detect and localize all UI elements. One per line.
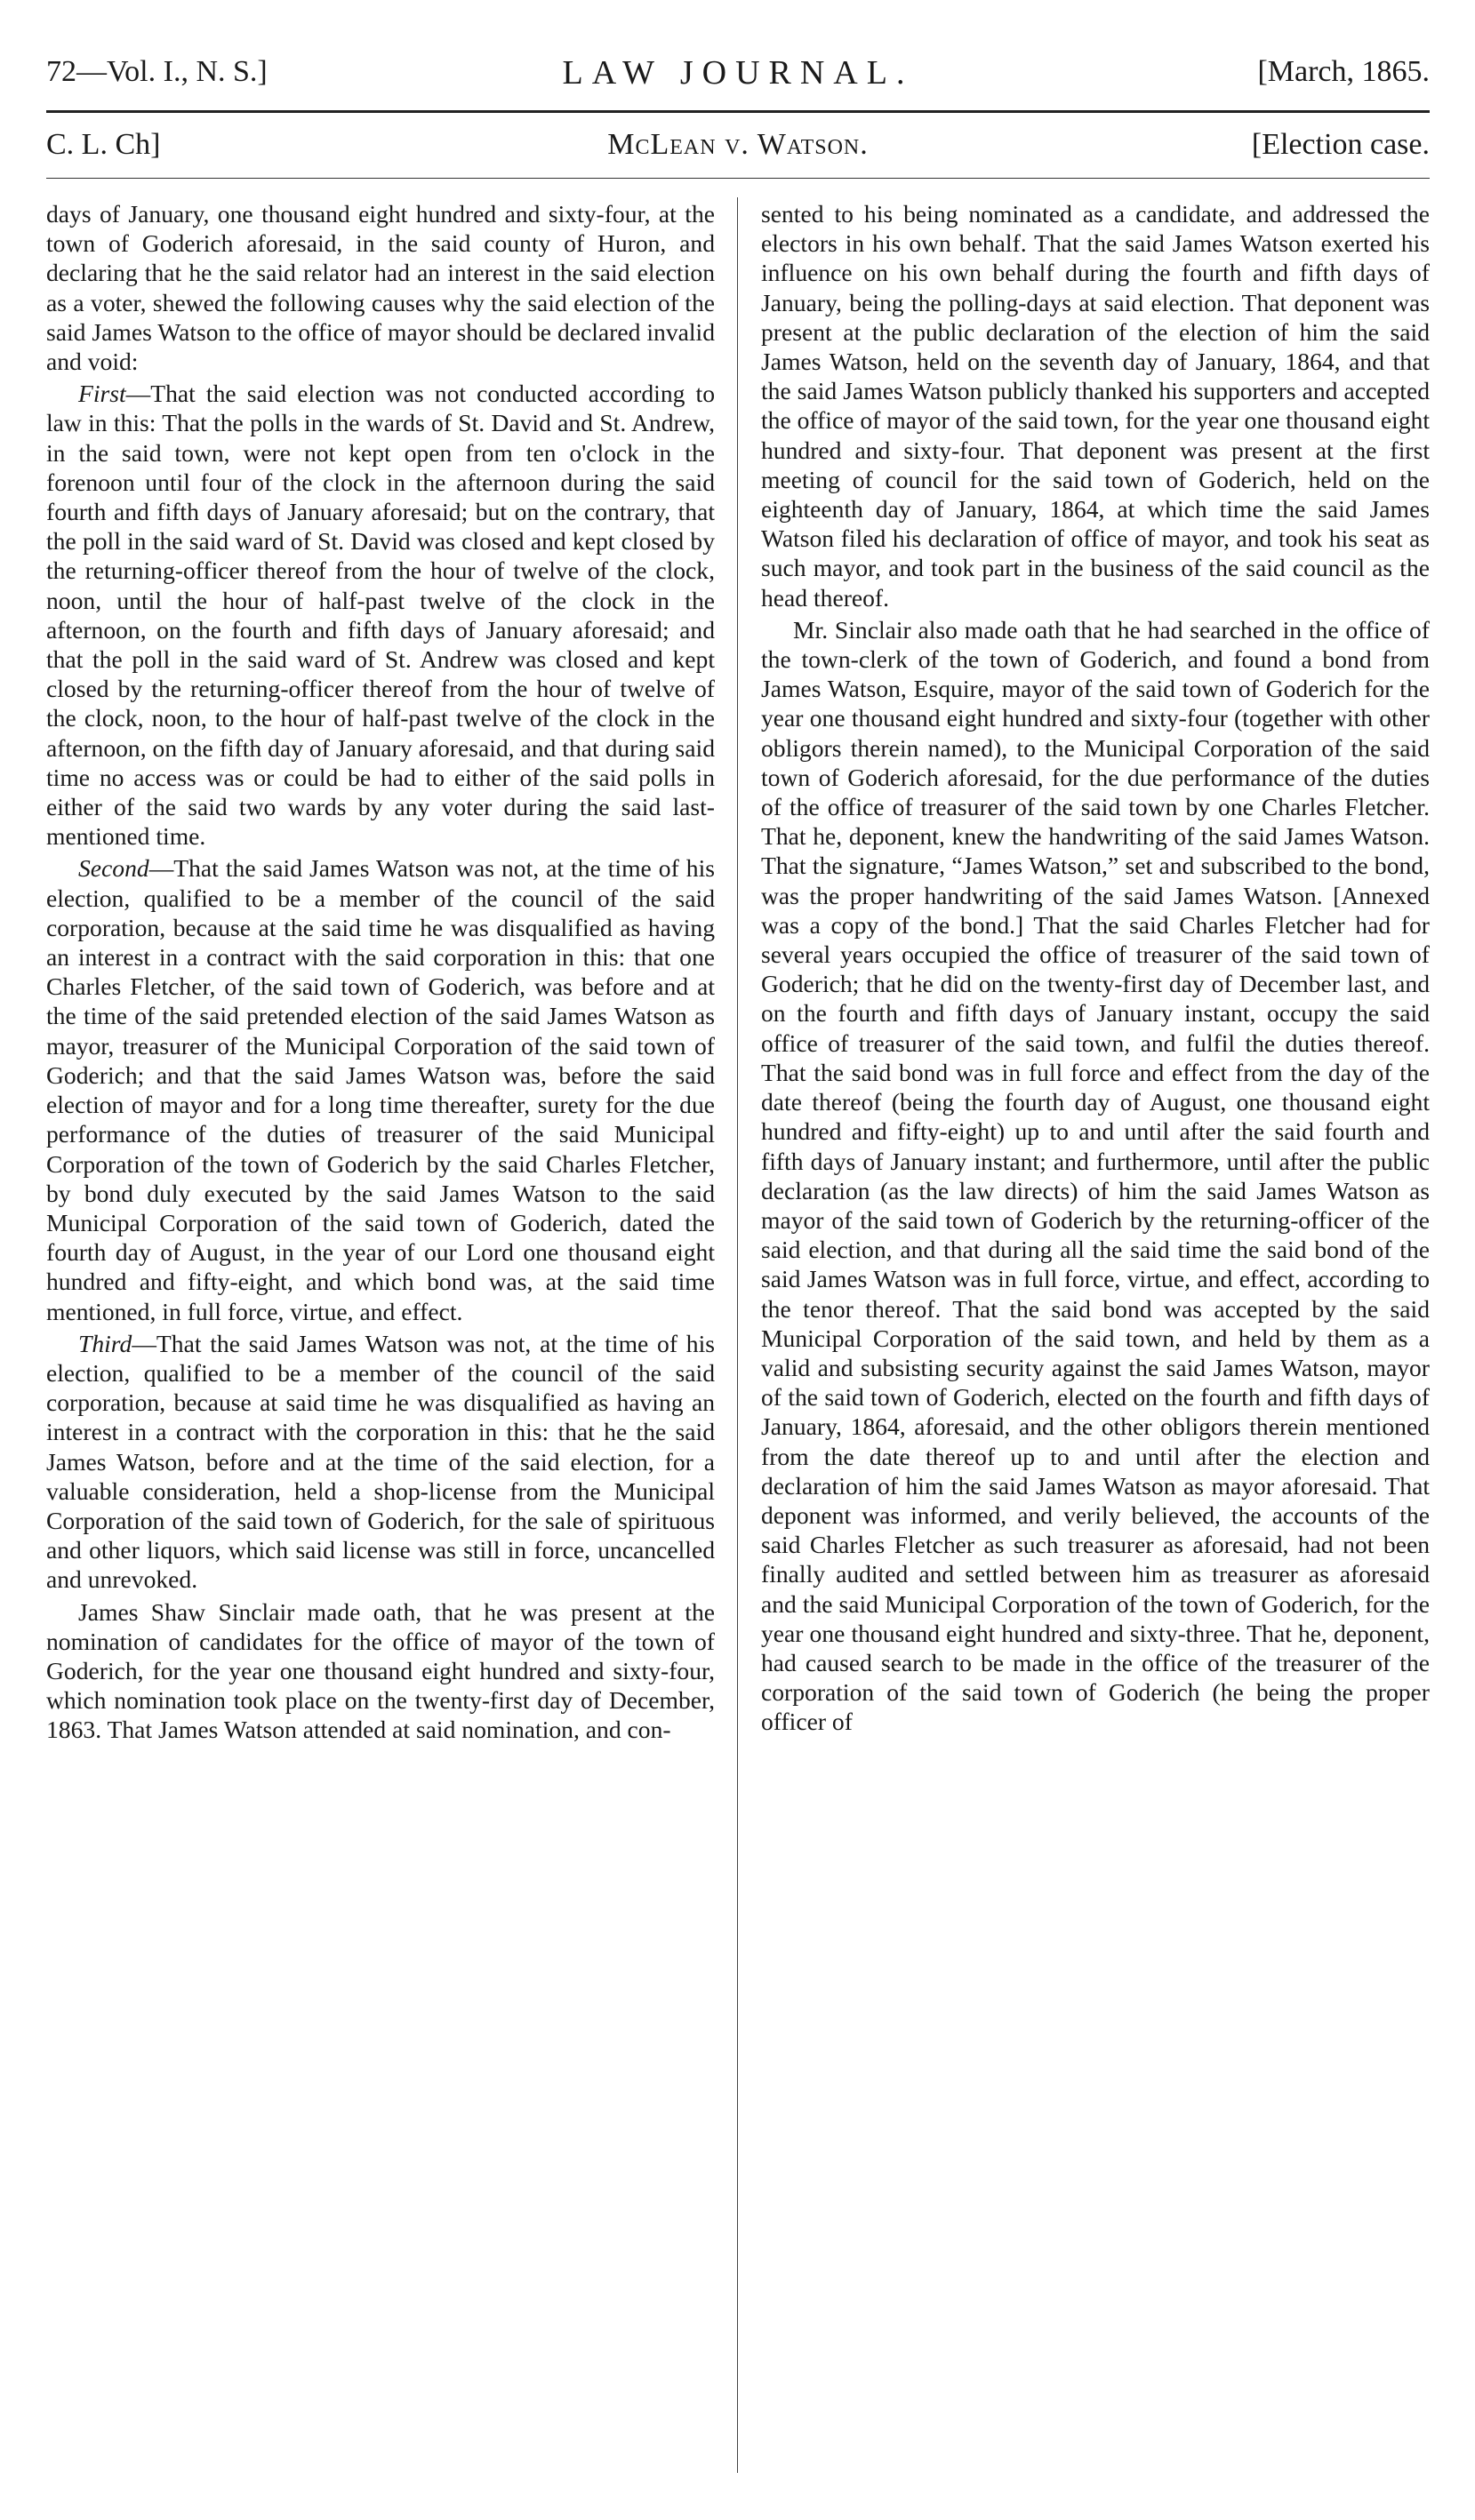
page-reference: 72—Vol. I., N. S.] xyxy=(46,55,268,88)
paragraph: sented to his being nominated as a candidate, and addressed the electors in his own behalf. That the said James Watson exerted his influence on his own behalf during the fourth and fifth days of January, being the polling-days at said election. That deponent was present at the public declaration of the election of him the said James Watson, held on the seventh day of January, 1864, and that the said James Watson publicly thanked his supporters and accepted the office of mayor of the said town, for the year one thousand eight hundred and sixty-four. That deponent was present at the first meeting of council for the said town of Goderich, held on the eighteenth day of January, 1864, at which time the said James Watson filed his declaration of office of mayor, and took his seat as such mayor, and took part in the business of the said council as the head thereof. xyxy=(761,200,1430,612)
header-rule-top xyxy=(46,110,1430,113)
paragraph-text: —That the said James Watson was not, at the time of his election, qualified to be a member of the council of the said corporation, because at said time he was disqualified as having an interest in a contract with the corporation in this: that he the said James Watson, before and at the time of the said election, for a valuable consideration, held a shop-license from the Municipal Corporation of the said town of Goderich, for the sale of spirituous and other liquors, which said license was still in force, uncancelled and unrevoked. xyxy=(46,1329,715,1594)
cause-label: First xyxy=(78,380,126,408)
issue-date: [March, 1865. xyxy=(1257,55,1430,88)
journal-title: LAW JOURNAL. xyxy=(562,54,914,92)
cause-label: Second xyxy=(78,854,149,883)
column-divider xyxy=(737,197,738,2473)
paragraph-third-cause xyxy=(46,1329,715,1595)
running-header xyxy=(46,44,1430,107)
right-column xyxy=(761,199,1430,2475)
case-header xyxy=(46,121,1430,174)
cause-label: Third xyxy=(78,1329,132,1357)
left-column xyxy=(46,199,715,2475)
paragraph-second-cause xyxy=(46,853,715,1325)
journal-page xyxy=(46,44,1430,2480)
paragraph-text: —That the said election was not conducted according to law in this: That the polls in the wards of St. David and St. Andrew, in the said town, were not kept open from ten o'clock in the forenoon until four of the clock in the afternoon during the said fourth and fifth days of January aforesaid; but on the contrary, that the poll in the said ward of St. David was closed and kept closed by the returning-officer thereof from the hour of twelve of the clock, noon, until the hour of half-past twelve of the clock in the afternoon, on the fourth and fifth days of January aforesaid; and that the poll in the said ward of St. Andrew was closed and kept closed by the returning-officer thereof from the hour of twelve of the clock, noon, to the hour of half-past twelve of the clock in the afternoon, on the fifth day of January aforesaid, and that during said time no access was or could be had to either of the said polls in either of the said two wards by any voter during the said last-mentioned time. xyxy=(46,380,715,851)
case-type: [Election case. xyxy=(1251,128,1430,161)
paragraph: days of January, one thousand eight hundred and sixty-four, at the town of Goderich aforesaid, in the said county of Huron, and declaring that he the said relator had an interest in the said election as a voter, shewed the following causes why the said election of the said James Watson to the office of mayor should be declared invalid and void: xyxy=(46,200,715,376)
paragraph: Mr. Sinclair also made oath that he had searched in the office of the town-clerk of the town of Goderich, and found a bond from James Watson, Esquire, mayor of the said town of Goderich for the year one thousand eight hundred and sixty-four (together with other obligors therein named), to the Municipal Corporation of the said town of Goderich aforesaid, for the due performance of the duties of the office of treasurer of the said town by one Charles Fletcher. That he, deponent, knew the handwriting of the said James Watson. That the signature, “James Watson,” set and subscribed to the bond, was the proper handwriting of the said James Watson. [Annexed was a copy of the bond.] That the said Charles Fletcher had for several years occupied the office of treasurer of the said town of Goderich; that he did on the twenty-first day of December last, and on the fourth and fifth days of January instant, occupy the said office of treasurer of the said town, and fulfil the duties thereof. That the said bond was in full force and effect from the day of the date thereof (being the fourth day of August, one thousand eight hundred and fifty-eight) up to and until after the said fourth and fifth days of January instant; and furthermore, until after the public declaration (as the law directs) of him the said James Watson as mayor of the said town of Goderich by the returning-officer of the said election, and that during all the said time the said bond of the said James Watson was in full force, virtue, and effect, according to the tenor thereof. That the said bond was accepted by the said Municipal Corporation of the said town, and held by them as a valid and subsisting security against the said James Watson, mayor of the said town of Goderich, elected on the fourth and fifth days of January, 1864, aforesaid, and the other obligors therein mentioned from the date thereof up to and until after the election and declaration of him the said James Watson as mayor aforesaid. That deponent was informed, and verily believed, the accounts of the said Charles Fletcher as such treasurer as aforesaid, had not been finally audited and settled between him as treasurer as aforesaid and the said Municipal Corporation of the town of Goderich, for the year one thousand eight hundred and sixty-three. That he, deponent, had caused search to be made in the office of the treasurer of the corporation of the said town of Goderich (he being the proper officer of xyxy=(761,615,1430,1736)
paragraph-first-cause xyxy=(46,379,715,851)
header-rule-bottom xyxy=(46,178,1430,179)
paragraph: James Shaw Sinclair made oath, that he was present at the nomination of candidates for the office of mayor of the town of Goderich, for the year one thousand eight hundred and sixty-four, which nomination took place on the twenty-first day of December, 1863. That James Watson attended at said nomination, and con- xyxy=(46,1597,715,1744)
paragraph-text: —That the said James Watson was not, at the time of his election, qualified to be a member of the council of the said corporation, because at the said time he was disqualified as having an interest in a contract with the said corporation in this: that one Charles Fletcher, of the said town of Goderich, was before and at the time of the said pretended election of the said James Watson as mayor, treasurer of the Municipal Corporation of the said town of Goderich; and that the said James Watson was, before the said election of mayor and for a long time thereafter, surety for the due performance of the duties of treasurer of the said Municipal Corporation of the town of Goderich by the said Charles Fletcher, by bond duly executed by the said James Watson to the said Municipal Corporation of the said town of Goderich, dated the fourth day of August, in the year of our Lord one thousand eight hundred and fifty-eight, and which bond was, at the said time mentioned, in full force, virtue, and effect. xyxy=(46,854,715,1325)
case-name: McLean v. Watson. xyxy=(607,128,869,161)
court-abbreviation: C. L. Ch] xyxy=(46,128,161,161)
